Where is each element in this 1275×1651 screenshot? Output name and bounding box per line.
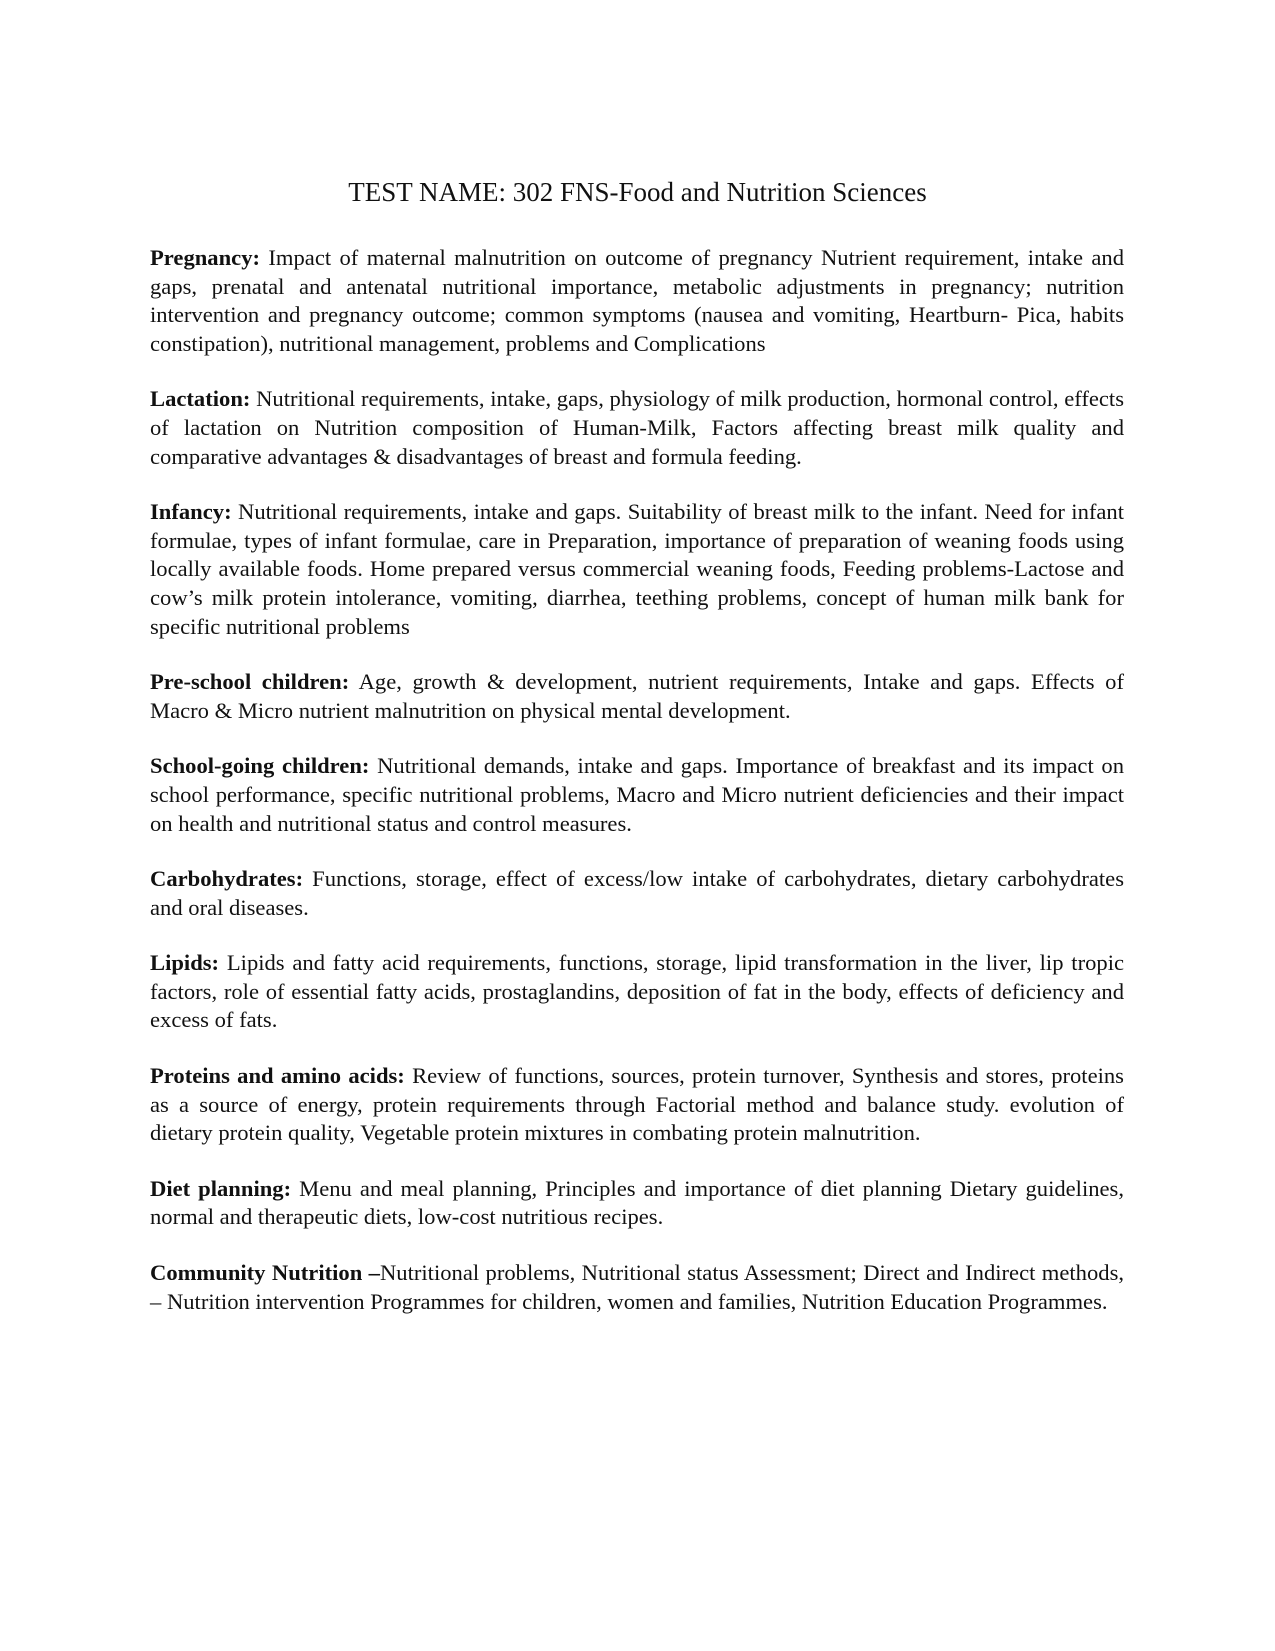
section-heading: School-going children: <box>150 753 370 779</box>
section-lactation <box>150 385 1124 471</box>
syllabus-content <box>150 244 1124 1343</box>
section-body: Menu and meal planning, Principles and importance of diet planning Dietary guidelines, normal and therapeutic diets, low-cost nutritious recipes. <box>150 1175 1124 1230</box>
section-body: Age, growth & development, nutrient requirements, Intake and gaps. Effects of Macro & Micro nutrient malnutrition on physical mental development. <box>150 669 1124 723</box>
section-body: Nutritional problems, Nutritional status Assessment; Direct and Indirect methods, – Nutrition intervention Programmes for children, women and families, Nutrition Education Programmes. <box>150 1260 1125 1314</box>
section-body: Functions, storage, effect of excess/low intake of carbohydrates, dietary carbohydrates and oral diseases. <box>150 866 1124 920</box>
section-body: Review of functions, sources, protein turnover, Synthesis and stores, proteins as a source of energy, protein requirements through Factorial method and balance study. evolution of dietary protein quality, Vegetable protein mixtures in combating protein malnutrition. <box>150 1063 1124 1146</box>
section-body: Nutritional requirements, intake and gaps. Suitability of breast milk to the infant. Need for infant formulae, types of infant formulae, care in Preparation, importance of preparation of weaning foods using locally available foods. Home prepared versus commercial weaning foods, Feeding problems-Lactose and cow’s milk protein intolerance, vomiting, diarrhea, teething problems, concept of human milk bank for specific nutritional problems <box>150 499 1124 639</box>
section-lipids <box>150 949 1124 1035</box>
section-heading: Lactation: <box>150 386 251 412</box>
section-heading: Community Nutrition – <box>150 1260 380 1286</box>
section-infancy <box>150 498 1124 641</box>
section-carbohydrates <box>150 865 1124 922</box>
section-pregnancy <box>150 244 1124 358</box>
page-title: TEST NAME: 302 FNS-Food and Nutrition Sciences <box>348 177 927 207</box>
section-body: Lipids and fatty acid requirements, functions, storage, lipid transformation in the liver, lip tropic factors, role of essential fatty acids, prostaglandins, deposition of fat in the body, effects of deficiency and excess of fats. <box>150 950 1124 1033</box>
section-heading: Carbohydrates: <box>150 866 304 892</box>
section-heading: Diet planning: <box>150 1175 292 1201</box>
section-heading: Infancy: <box>150 499 232 525</box>
section-body: Nutritional demands, intake and gaps. Importance of breakfast and its impact on school performance, specific nutritional problems, Macro and Micro nutrient deficiencies and their impact on health and nutritional status and control measures. <box>150 753 1124 836</box>
section-diet-planning <box>150 1175 1124 1232</box>
section-body: Impact of maternal malnutrition on outcome of pregnancy Nutrient requirement, intake and gaps, prenatal and antenatal nutritional importance, metabolic adjustments in pregnancy; nutrition intervention and pregnancy outcome; common symptoms (nausea and vomiting, Heartburn- Pica, habits constipation), nutritional management, problems and Complications <box>150 245 1124 356</box>
section-community-nutrition <box>150 1259 1124 1316</box>
section-pre-school-children <box>150 668 1124 725</box>
section-heading: Pregnancy: <box>150 245 261 270</box>
section-body: Nutritional requirements, intake, gaps, physiology of milk production, hormonal control, effects of lactation on Nutrition composition of Human-Milk, Factors affecting breast milk quality and comparative advantages & disadvantages of breast and formula feeding. <box>150 386 1124 469</box>
section-school-going-children <box>150 752 1124 838</box>
section-heading: Proteins and amino acids: <box>150 1063 405 1089</box>
section-heading: Pre-school children: <box>150 669 350 695</box>
section-proteins-amino-acids <box>150 1062 1124 1148</box>
section-heading: Lipids: <box>150 950 220 976</box>
